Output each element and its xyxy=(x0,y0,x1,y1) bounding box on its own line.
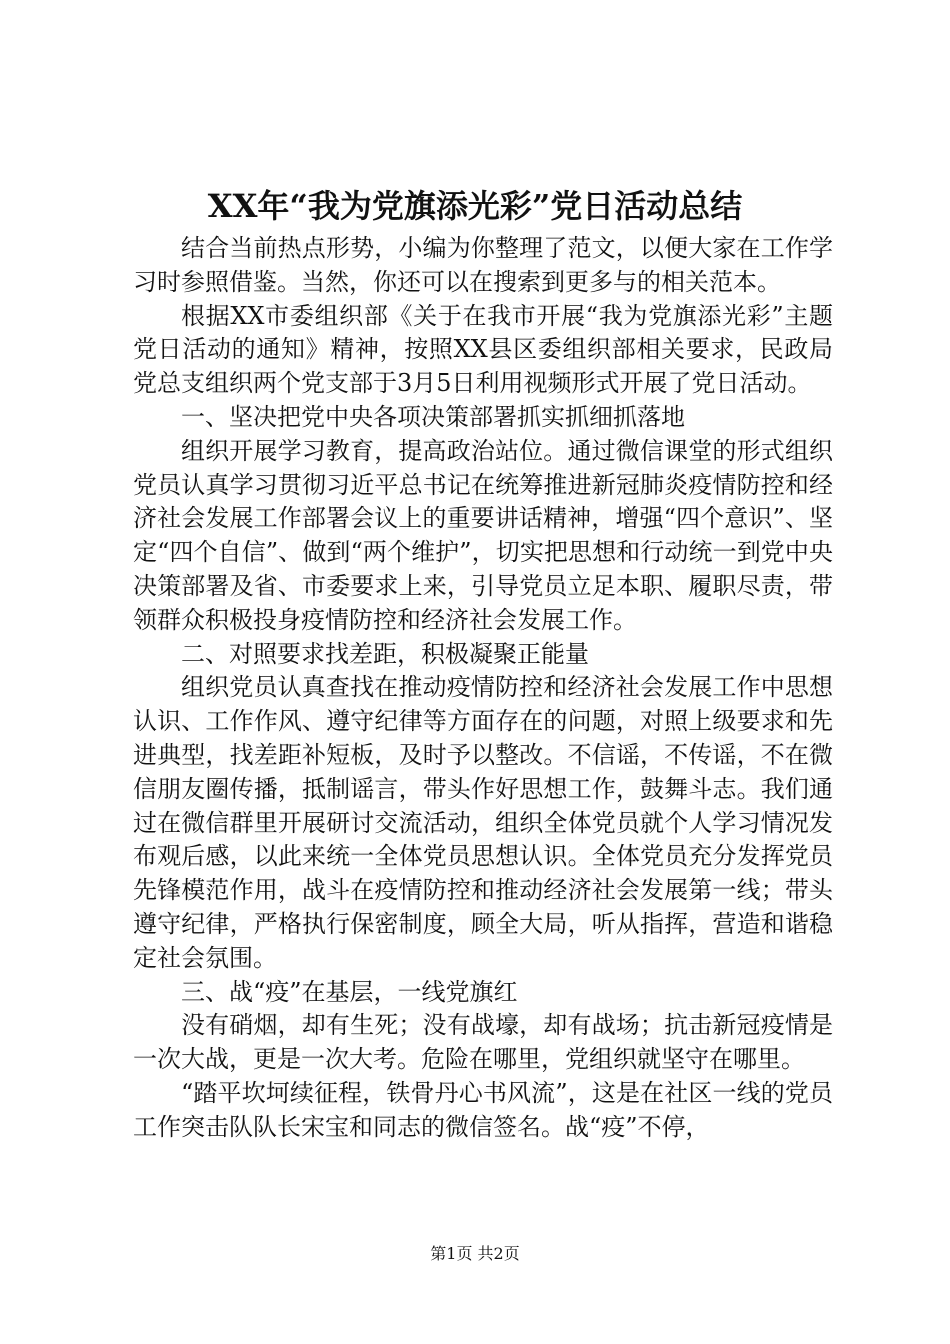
paragraph-section-3b: “踏平坎坷续征程，铁骨丹心书风流”，这是在社区一线的党员工作突击队队长宋宝和同志的微信签名。战“疫”不停， xyxy=(133,1078,833,1141)
paragraph-section-1: 组织开展学习教育，提高政治站位。通过微信课堂的形式组织党员认真学习贯彻习近平总书记在统筹推进新冠肺炎疫情防控和经济社会发展工作部署会议上的重要讲话精神，增强“四个意识”、坚定“四个自信”、做到“两个维护”，切实把思想和行动统一到党中央决策部署及省、市委要求上来，引导党员立足本职、履职尽责，带领群众积极投身疫情防控和经济社会发展工作。 xyxy=(133,436,833,634)
paragraph-background: 根据XX市委组织部《关于在我市开展“我为党旗添光彩”主题党日活动的通知》精神，按照XX县区委组织部相关要求，民政局党总支组织两个党支部于3月5日利用视频形式开展了党日活动。 xyxy=(133,301,833,398)
document-title: XX年“我为党旗添光彩”党日活动总结 xyxy=(207,187,743,225)
document-body xyxy=(133,232,833,1145)
section-heading-2: 二、对照要求找差距，积极凝聚正能量 xyxy=(181,639,589,668)
paragraph-section-2: 组织党员认真查找在推动疫情防控和经济社会发展工作中思想认识、工作作风、遵守纪律等方面存在的问题，对照上级要求和先进典型，找差距补短板，及时予以整改。不信谣，不传谣，不在微信朋友圈传播，抵制谣言，带头作好思想工作，鼓舞斗志。我们通过在微信群里开展研讨交流活动，组织全体党员就个人学习情况发布观后感，以此来统一全体党员思想认识。全体党员充分发挥党员先锋模范作用，战斗在疫情防控和推动经济社会发展第一线；带头遵守纪律，严格执行保密制度，顾全大局，听从指挥，营造和谐稳定社会氛围。 xyxy=(133,673,833,972)
paragraph-section-3a: 没有硝烟，却有生死；没有战壕，却有战场；抗击新冠疫情是一次大战，更是一次大考。危险在哪里，党组织就坚守在哪里。 xyxy=(133,1011,833,1074)
section-heading-1: 一、坚决把党中央各项决策部署抓实抓细抓落地 xyxy=(181,402,685,431)
page-number-footer: 第1页 共2页 xyxy=(430,1244,520,1263)
paragraph-intro: 结合当前热点形势，小编为你整理了范文，以便大家在工作学习时参照借鉴。当然，你还可以在搜索到更多与的相关范本。 xyxy=(133,234,833,296)
section-heading-3: 三、战“疫”在基层，一线党旗红 xyxy=(181,977,518,1006)
